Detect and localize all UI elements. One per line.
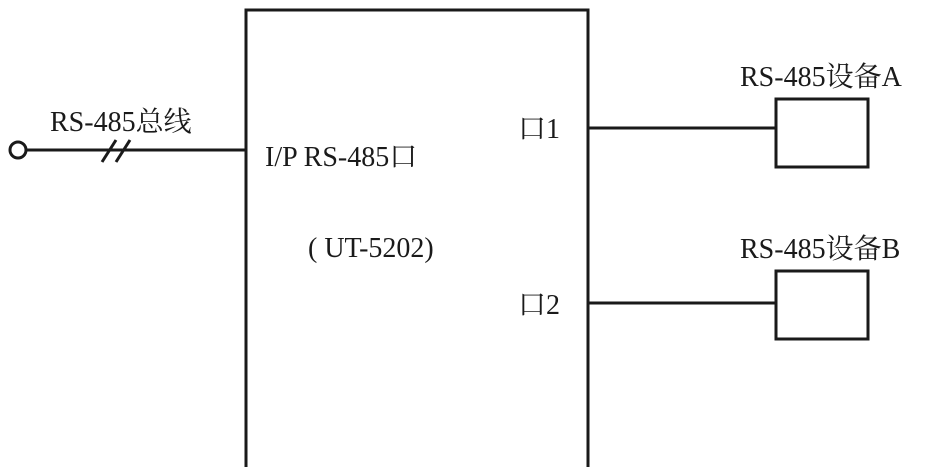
port1-label: 口1 — [518, 114, 561, 145]
converter-port-label: I/P RS-485口 — [265, 142, 418, 173]
device-a-label: RS-485设备A — [740, 62, 902, 93]
device-a-box — [776, 99, 868, 167]
device-b-label: RS-485设备B — [740, 234, 901, 265]
device-b-box — [776, 271, 868, 339]
port2-label: 口2 — [518, 290, 561, 321]
bus-terminal-icon — [10, 142, 26, 158]
bus-label: RS-485总线 — [50, 107, 192, 138]
converter-model-label: ( UT-5202) — [308, 233, 434, 264]
